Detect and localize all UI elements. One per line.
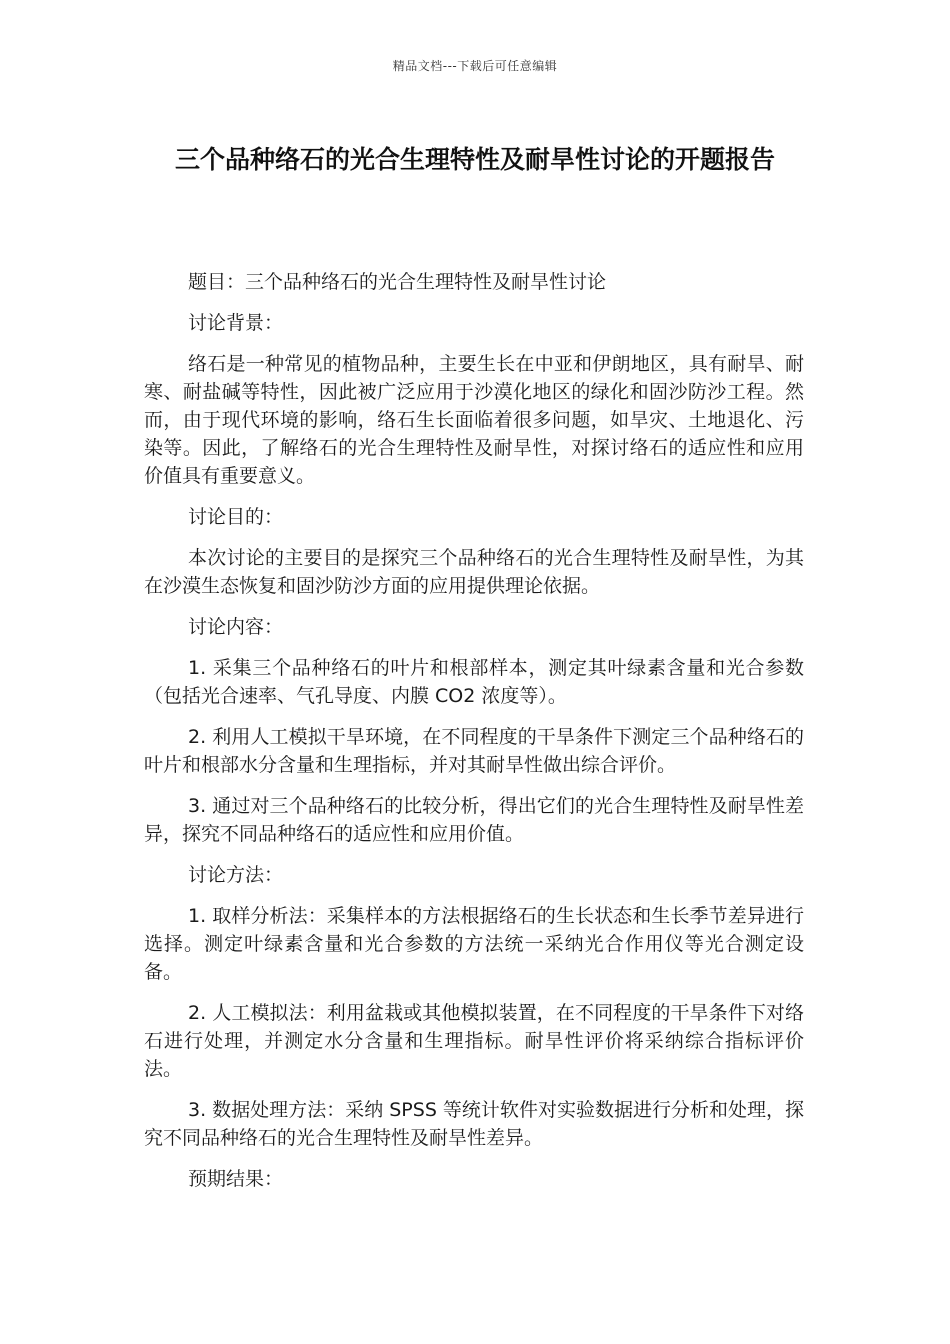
section-heading-methods: 讨论方法：	[188, 864, 284, 886]
section-heading-background: 讨论背景：	[188, 312, 284, 334]
method-item-2: 2. 人工模拟法：利用盆栽或其他模拟装置，在不同程度的干旱条件下对络石进行处理，并测定水分含量和生理指标。耐旱性评价将采纳综合指标评价法。	[144, 1002, 804, 1080]
method-item-3: 3. 数据处理方法：采纳 SPSS 等统计软件对实验数据进行分析和处理，探究不同品种络石的光合生理特性及耐旱性差异。	[144, 1099, 804, 1149]
purpose-paragraph: 本次讨论的主要目的是探究三个品种络石的光合生理特性及耐旱性，为其在沙漠生态恢复和固沙防沙方面的应用提供理论依据。	[144, 547, 804, 597]
content-item-2: 2. 利用人工模拟干旱环境，在不同程度的干旱条件下测定三个品种络石的叶片和根部水分含量和生理指标，并对其耐旱性做出综合评价。	[144, 726, 804, 776]
section-heading-content: 讨论内容：	[188, 616, 284, 638]
section-heading-expected-results: 预期结果：	[188, 1168, 284, 1190]
header-note: 精品文档---下载后可任意编辑	[392, 59, 558, 73]
topic-line: 题目：三个品种络石的光合生理特性及耐旱性讨论	[188, 271, 607, 293]
content-item-3: 3. 通过对三个品种络石的比较分析，得出它们的光合生理特性及耐旱性差异，探究不同品种络石的适应性和应用价值。	[144, 795, 804, 845]
document-title: 三个品种络石的光合生理特性及耐旱性讨论的开题报告	[174, 145, 775, 174]
document-body	[144, 268, 804, 1206]
content-item-1: 1. 采集三个品种络石的叶片和根部样本，测定其叶绿素含量和光合参数（包括光合速率、气孔导度、内膜 CO2 浓度等）。	[144, 657, 804, 707]
background-paragraph: 络石是一种常见的植物品种，主要生长在中亚和伊朗地区，具有耐旱、耐寒、耐盐碱等特性，因此被广泛应用于沙漠化地区的绿化和固沙防沙工程。然而，由于现代环境的影响，络石生长面临着很多问题，如旱灾、土地退化、污染等。因此，了解络石的光合生理特性及耐旱性，对探讨络石的适应性和应用价值具有重要意义。	[144, 353, 804, 487]
section-heading-purpose: 讨论目的：	[188, 506, 284, 528]
method-item-1: 1. 取样分析法：采集样本的方法根据络石的生长状态和生长季节差异进行选择。测定叶绿素含量和光合参数的方法统一采纳光合作用仪等光合测定设备。	[144, 905, 804, 983]
